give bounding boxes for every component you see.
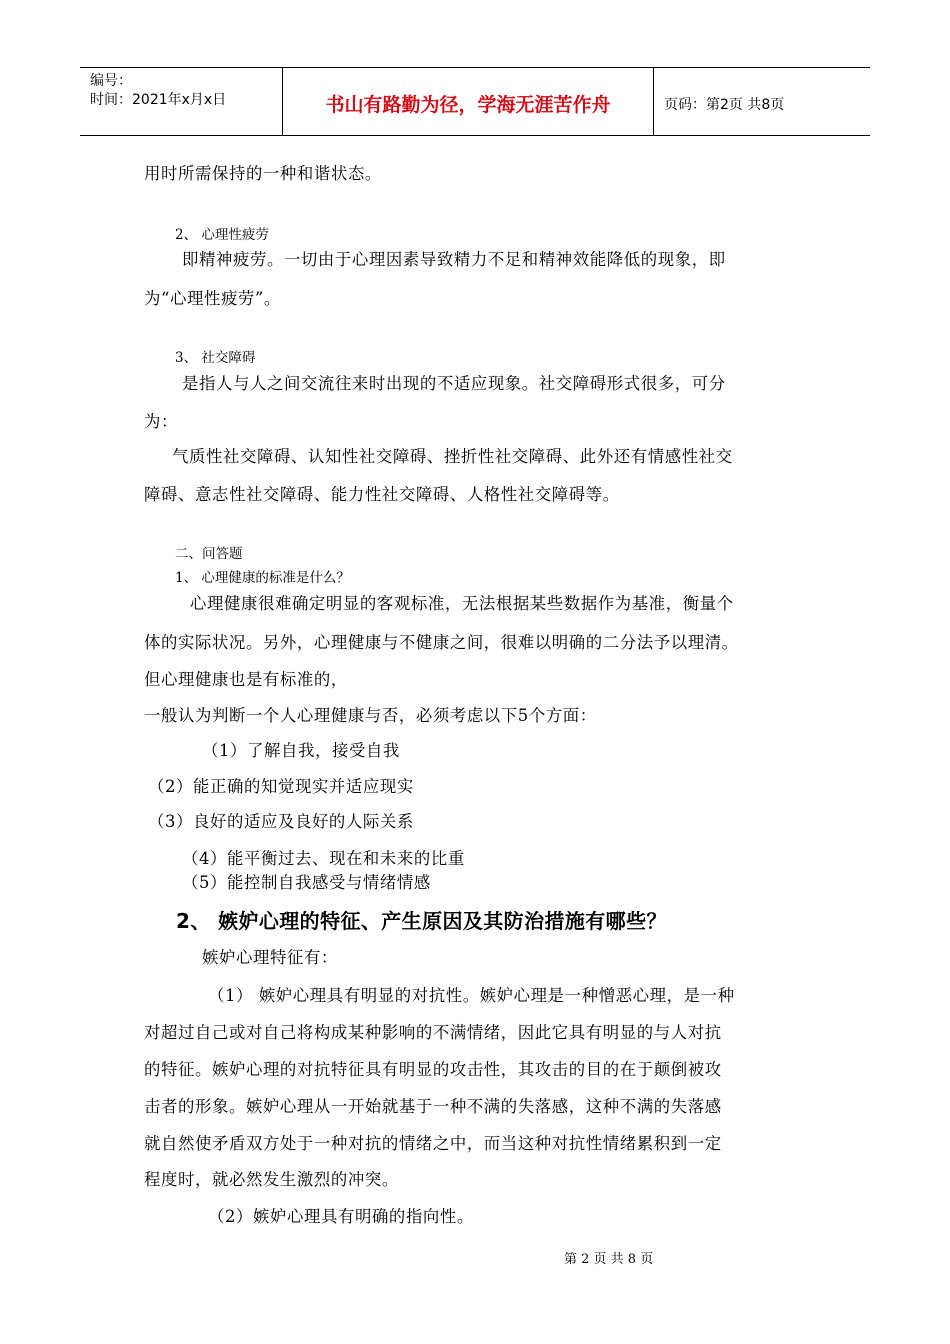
- text-line: （2）嫉妒心理具有明确的指向性。: [208, 1207, 474, 1226]
- text-line: 但心理健康也是有标准的，: [144, 670, 348, 689]
- header-motto: 书山有路勤为径，学海无涯苦作舟: [282, 68, 654, 135]
- text-line: 障碍、意志性社交障碍、能力性社交障碍、人格性社交障碍等。: [144, 485, 620, 504]
- section-heading: 3、 社交障碍: [175, 350, 256, 366]
- question-heading-bold: 2、 嫉妒心理的特征、产生原因及其防治措施有哪些？: [176, 909, 667, 933]
- text-line: 的特征。嫉妒心理的对抗特征具有明显的攻击性，其攻击的目的在于颠倒被攻: [144, 1060, 722, 1079]
- text-line: 就自然使矛盾双方处于一种对抗的情绪之中，而当这种对抗性情绪累积到一定: [144, 1134, 722, 1153]
- text-line: 一般认为判断一个人心理健康与否，必须考虑以下5个方面：: [144, 706, 597, 725]
- text-line: 嫉妒心理特征有：: [202, 948, 338, 967]
- document-date: 时间：2021年x月x日: [90, 92, 227, 108]
- header-page-info: 页码：第2页 共8页: [664, 96, 785, 113]
- text-line: 体的实际状况。另外，心理健康与不健康之间，很难以明确的二分法予以理清。: [144, 633, 739, 652]
- section-heading: 2、 心理性疲劳: [175, 227, 269, 243]
- text-line: 为：: [144, 412, 178, 431]
- list-item: （5）能控制自我感受与情绪情感: [182, 873, 431, 892]
- header-meta: [80, 68, 282, 135]
- header-table: [80, 67, 870, 136]
- text-line: 用时所需保持的一种和谐状态。: [144, 164, 382, 183]
- text-line: 为“心理性疲劳”。: [144, 289, 281, 308]
- document-number-label: 编号：: [90, 73, 132, 89]
- section-heading: 二、问答题: [175, 546, 243, 562]
- list-item: （4）能平衡过去、现在和未来的比重: [182, 849, 465, 868]
- text-line: （1） 嫉妒心理具有明显的对抗性。嫉妒心理是一种憎恶心理，是一种: [208, 986, 735, 1005]
- list-item: （1）了解自我，接受自我: [202, 741, 400, 760]
- list-item: （2）能正确的知觉现实并适应现实: [148, 777, 414, 796]
- question-heading: 1、 心理健康的标准是什么？: [175, 570, 350, 586]
- text-line: 气质性社交障碍、认知性社交障碍、挫折性社交障碍、此外还有情感性社交: [172, 447, 733, 466]
- list-item: （3）良好的适应及良好的人际关系: [148, 812, 414, 831]
- text-line: 即精神疲劳。一切由于心理因素导致精力不足和精神效能降低的现象，即: [182, 250, 726, 269]
- text-line: 程度时，就必然发生激烈的冲突。: [144, 1170, 399, 1189]
- text-line: 击者的形象。嫉妒心理从一开始就基于一种不满的失落感，这种不满的失落感: [144, 1097, 722, 1116]
- text-line: 对超过自己或对自己将构成某种影响的不满情绪，因此它具有明显的与人对抗: [144, 1023, 722, 1042]
- text-line: 心理健康很难确定明显的客观标准，无法根据某些数据作为基准，衡量个: [190, 594, 734, 613]
- page-footer: 第 2 页 共 8 页: [564, 1252, 654, 1267]
- text-line: 是指人与人之间交流往来时出现的不适应现象。社交障碍形式很多，可分: [182, 374, 726, 393]
